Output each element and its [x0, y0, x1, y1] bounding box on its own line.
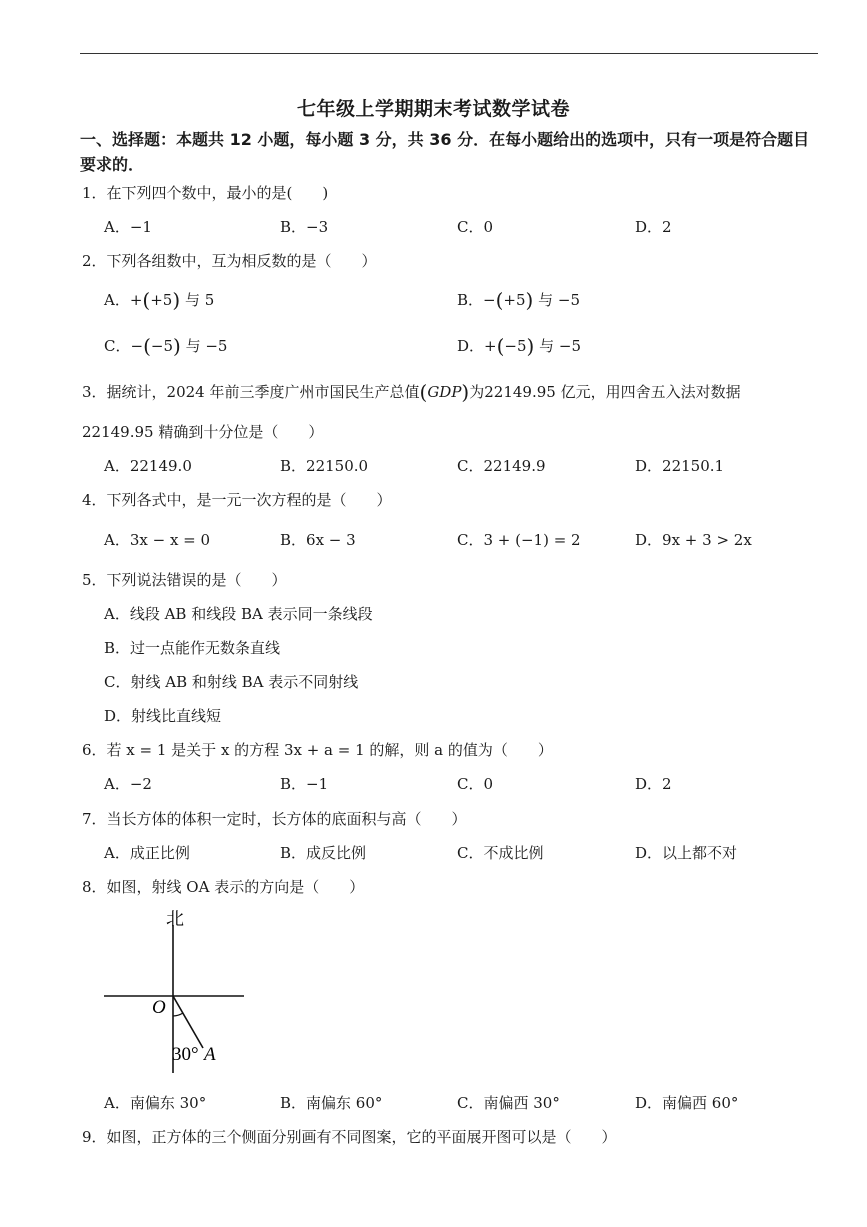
question-6-option-a[interactable]: A．−2 — [104, 775, 152, 793]
option-prefix: + — [484, 337, 497, 355]
option-inner: −5 — [150, 337, 173, 355]
question-1-option-d[interactable]: D．2 — [635, 218, 672, 236]
question-2-stem: 2．下列各组数中，互为相反数的是（ ） — [82, 252, 377, 270]
direction-figure — [100, 905, 250, 1085]
question-7-option-d[interactable]: D．以上都不对 — [635, 844, 738, 862]
question-8-option-c[interactable]: C．南偏西 30° — [457, 1094, 560, 1112]
point-a-label: A — [204, 1044, 216, 1065]
page-title: 七年级上学期期末考试数学试卷 — [296, 98, 570, 120]
question-9-stem: 9．如图，正方体的三个侧面分别画有不同图案，它的平面展开图可以是（ ） — [82, 1128, 617, 1146]
question-6-option-d[interactable]: D．2 — [635, 775, 672, 793]
option-inner: −5 — [504, 337, 527, 355]
question-4-option-c[interactable]: C．3 + (−1) = 2 — [457, 531, 581, 549]
question-1-option-a[interactable]: A．−1 — [104, 218, 152, 236]
option-label: A． — [104, 291, 130, 309]
question-2-option-b[interactable] — [457, 288, 580, 312]
ray-oa — [173, 996, 203, 1048]
option-prefix: − — [130, 337, 144, 355]
option-prefix: + — [129, 291, 143, 309]
question-4-stem: 4．下列各式中，是一元一次方程的是（ ） — [82, 491, 392, 509]
option-tail: 与 5 — [180, 291, 215, 309]
left-paren: ( — [142, 288, 151, 312]
question-4-option-b[interactable]: B．6x − 3 — [280, 531, 356, 549]
option-tail: 与 −5 — [180, 337, 228, 355]
question-5-option-d[interactable]: D．射线比直线短 — [104, 707, 222, 725]
question-6-option-b[interactable]: B．−1 — [280, 775, 329, 793]
question-3-stem-a: 3．据统计，2024 年前三季度广州市国民生产总值 — [82, 383, 420, 401]
question-8-option-a[interactable]: A．南偏东 30° — [104, 1094, 207, 1112]
question-3-stem-b: 为22149.95 亿元，用四舍五入法对数据 — [469, 383, 741, 401]
question-4-option-a[interactable]: A．3x − x = 0 — [104, 531, 211, 549]
question-5-stem: 5．下列说法错误的是（ ） — [82, 571, 287, 589]
left-paren: ( — [143, 334, 151, 358]
question-5-option-a[interactable]: A．线段 AB 和线段 BA 表示同一条线段 — [104, 605, 373, 623]
option-tail: 与 −5 — [533, 291, 581, 309]
origin-label: O — [152, 997, 166, 1018]
question-1-stem: 1．在下列四个数中，最小的是( ) — [82, 184, 329, 202]
question-8-option-d[interactable]: D．南偏西 60° — [635, 1094, 739, 1112]
question-3-stem — [82, 380, 741, 404]
question-8-stem: 8．如图，射线 OA 表示的方向是（ ） — [82, 878, 365, 896]
question-7-stem: 7．当长方体的体积一定时，长方体的底面积与高（ ） — [82, 810, 467, 828]
option-prefix: − — [483, 291, 496, 309]
question-2-option-d[interactable] — [457, 334, 581, 358]
option-label: B． — [457, 291, 484, 309]
section-heading: 一、选择题：本题共 12 小题，每小题 3 分，共 36 分．在每小题给出的选项中，只有一项是符合题目要求的． — [80, 130, 810, 174]
question-3-option-d[interactable]: D．22150.1 — [635, 457, 725, 475]
question-3-stem-c: 22149.95 精确到十分位是（ ） — [82, 423, 324, 441]
right-paren: ) — [525, 288, 534, 312]
question-1-option-b[interactable]: B．−3 — [280, 218, 329, 236]
north-label: 北 — [166, 909, 184, 929]
question-6-option-c[interactable]: C．0 — [457, 775, 494, 793]
right-paren: ) — [526, 334, 535, 358]
question-3-option-c[interactable]: C．22149.9 — [457, 457, 546, 475]
right-paren: ) — [172, 288, 181, 312]
question-6-stem: 6．若 x = 1 是关于 x 的方程 3x + a = 1 的解，则 a 的值为（ ） — [82, 741, 553, 759]
question-2-option-c[interactable] — [104, 334, 227, 358]
question-5-option-c[interactable]: C．射线 AB 和射线 BA 表示不同射线 — [104, 673, 359, 691]
question-4-option-d[interactable]: D．9x + 3 > 2x — [635, 531, 752, 549]
question-7-option-b[interactable]: B．成反比例 — [280, 844, 367, 862]
question-3-option-a[interactable]: A．22149.0 — [104, 457, 192, 475]
gdp-abbrev: GDP — [427, 383, 462, 401]
angle-label: 30° — [172, 1044, 199, 1065]
option-tail: 与 −5 — [534, 337, 582, 355]
option-inner: +5 — [150, 291, 173, 309]
left-paren: ( — [496, 334, 505, 358]
question-2-option-a[interactable] — [104, 288, 214, 312]
question-3-option-b[interactable]: B．22150.0 — [280, 457, 369, 475]
right-paren: ) — [173, 334, 181, 358]
option-inner: +5 — [503, 291, 526, 309]
right-paren: ) — [461, 380, 470, 404]
angle-arc — [173, 1013, 183, 1016]
left-paren: ( — [419, 380, 428, 404]
question-7-option-c[interactable]: C．不成比例 — [457, 844, 544, 862]
question-5-option-b[interactable]: B．过一点能作无数条直线 — [104, 639, 281, 657]
question-1-option-c[interactable]: C．0 — [457, 218, 494, 236]
question-7-option-a[interactable]: A．成正比例 — [104, 844, 190, 862]
option-label: C． — [104, 337, 131, 355]
header-rule — [80, 53, 818, 54]
left-paren: ( — [495, 288, 504, 312]
option-label: D． — [457, 337, 485, 355]
question-8-option-b[interactable]: B．南偏东 60° — [280, 1094, 383, 1112]
